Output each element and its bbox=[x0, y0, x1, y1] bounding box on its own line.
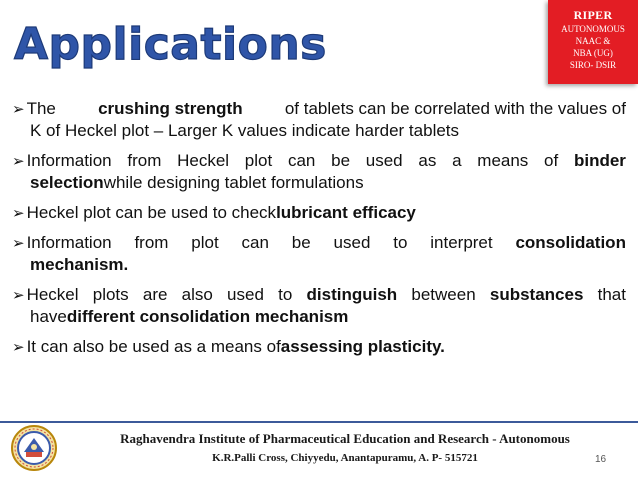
bullet-text: that bbox=[597, 285, 626, 304]
bullet-line bbox=[12, 336, 626, 358]
bullet-text: can bbox=[241, 233, 269, 252]
bold-term: mechanism. bbox=[30, 255, 129, 274]
institute-seal-icon bbox=[10, 424, 58, 472]
slide-title bbox=[14, 14, 327, 70]
bullet-text: as bbox=[418, 151, 437, 170]
bullet-item bbox=[12, 232, 626, 276]
footer-divider bbox=[0, 421, 638, 423]
bold-term: different consolidation mechanism bbox=[66, 307, 349, 326]
bullet-line bbox=[12, 202, 626, 224]
bullet-text: also bbox=[181, 285, 213, 304]
bold-term: consolidation bbox=[515, 233, 626, 252]
bullet-text: used bbox=[365, 151, 403, 170]
bullet-text: from bbox=[134, 233, 169, 252]
badge-line: NBA (UG) bbox=[573, 48, 613, 58]
bullet-item bbox=[12, 202, 626, 224]
bold-term: selection bbox=[30, 173, 104, 192]
bullet-text: of bbox=[544, 151, 559, 170]
bold-term: crushing strength bbox=[98, 99, 243, 118]
bullet-text: ➢ The bbox=[12, 98, 56, 120]
bullet-continuation-line bbox=[12, 172, 626, 194]
bullet-text: means bbox=[477, 151, 529, 170]
bullet-text: plots bbox=[92, 285, 129, 304]
slide-title-text: Applications bbox=[14, 19, 327, 70]
bullet-text: from bbox=[127, 151, 162, 170]
page-number: 16 bbox=[595, 454, 607, 465]
bullet-item bbox=[12, 98, 626, 142]
footer-institute-name: Raghavendra Institute of Pharmaceutical Education and Research - Autonomous bbox=[120, 431, 570, 446]
bullet-text: have bbox=[30, 307, 67, 326]
bullet-text: to bbox=[278, 285, 293, 304]
bullet-text: plot bbox=[191, 233, 219, 252]
bullet-continuation-line bbox=[12, 306, 626, 328]
bullet-text: a bbox=[452, 151, 462, 170]
bullet-text: ➢ Heckel plot can be used to check bbox=[12, 202, 276, 224]
bullet-text: be bbox=[331, 151, 351, 170]
bullet-text: Heckel bbox=[177, 151, 230, 170]
bold-term: substances bbox=[489, 285, 584, 304]
bullet-line bbox=[12, 284, 626, 306]
bullet-text: plot bbox=[244, 151, 273, 170]
institution-badge bbox=[548, 0, 638, 84]
bullet-text: interpret bbox=[430, 233, 493, 252]
badge-line: NAAC & bbox=[575, 36, 611, 46]
bullet-text: used bbox=[227, 285, 264, 304]
bullet-list bbox=[12, 98, 626, 366]
institute-logo bbox=[10, 424, 58, 472]
bullet-item bbox=[12, 336, 626, 358]
badge-line: AUTONOMOUS bbox=[561, 24, 625, 34]
bullet-text: ➢ Information bbox=[12, 232, 112, 254]
bullet-line bbox=[12, 232, 626, 254]
bullet-line bbox=[12, 150, 626, 172]
bullet-text: ➢ Heckel bbox=[12, 284, 79, 306]
badge-line: SIRO- DSIR bbox=[569, 60, 617, 70]
badge-name: RIPER bbox=[573, 8, 613, 22]
bullet-continuation-line bbox=[12, 254, 626, 276]
footer-address: K.R.Palli Cross, Chiyyedu, Anantapuramu, A. P- 515721 bbox=[212, 452, 478, 464]
bold-term: assessing plasticity. bbox=[280, 337, 445, 356]
bullet-text: ➢ Information bbox=[12, 150, 112, 172]
bullet-continuation-line bbox=[12, 120, 626, 142]
bullet-text: used bbox=[333, 233, 371, 252]
bullet-text: of tablets can be correlated with the values of bbox=[284, 99, 626, 118]
slide-title-graphic bbox=[14, 14, 327, 70]
bullet-text: be bbox=[291, 233, 311, 252]
bullet-line bbox=[12, 98, 626, 120]
bold-term: binder bbox=[573, 151, 626, 170]
bullet-item bbox=[12, 284, 626, 328]
bullet-text: while designing tablet formulations bbox=[103, 173, 364, 192]
bold-term: distinguish bbox=[306, 285, 398, 304]
bullet-text: between bbox=[411, 285, 476, 304]
bullet-text: to bbox=[393, 233, 408, 252]
bullet-text: can bbox=[287, 151, 316, 170]
bullet-text: ➢ It can also be used as a means of bbox=[12, 336, 281, 358]
bullet-text: K of Heckel plot – Larger K values indicate harder tablets bbox=[30, 121, 460, 140]
bullet-text: are bbox=[142, 285, 168, 304]
bullet-item bbox=[12, 150, 626, 194]
bold-term: lubricant efficacy bbox=[276, 203, 416, 222]
